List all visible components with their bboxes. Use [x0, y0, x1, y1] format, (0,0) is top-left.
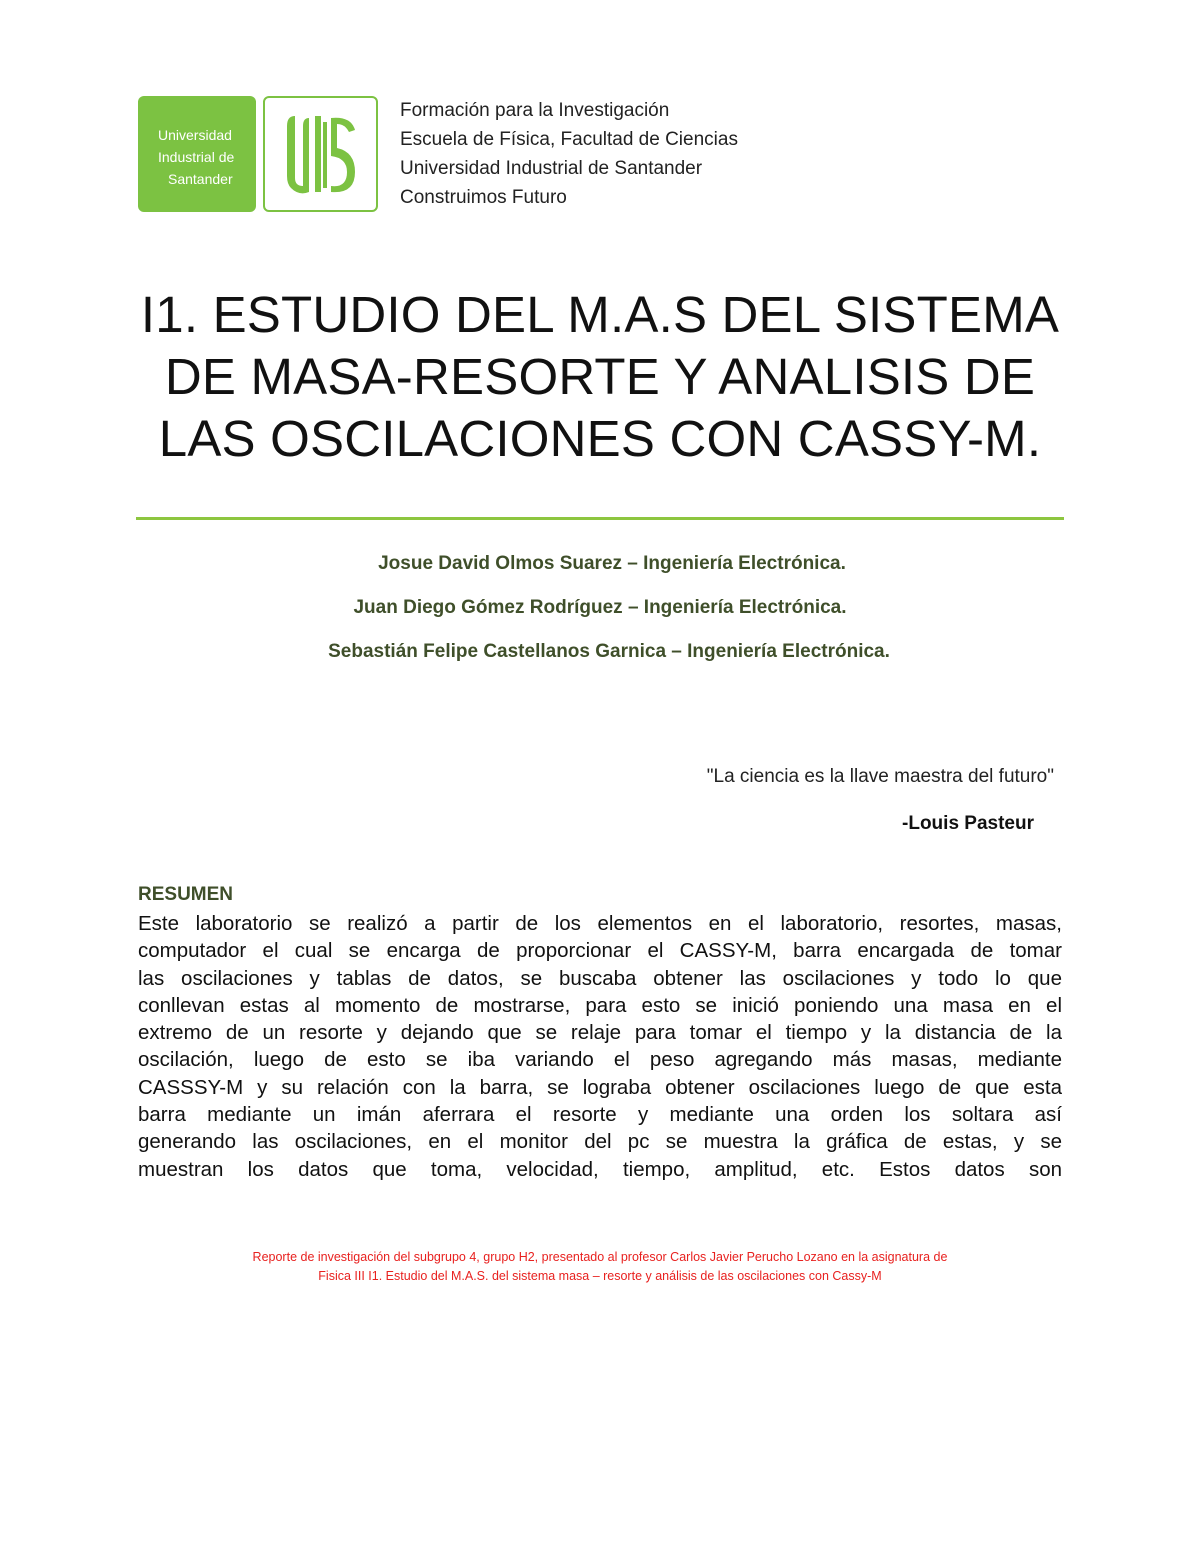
- abstract-line: conllevan estas al momento de mostrarse, para esto se inició poniendo una masa en el: [138, 993, 1062, 1017]
- footer-line: Reporte de investigación del subgrupo 4, grupo H2, presentado al profesor Carlos Javier Perucho Lozano en la asignatura de: [252, 1250, 948, 1264]
- abstract-line: computador el cual se encarga de proporcionar el CASSY-M, barra encargada de tomar: [138, 939, 1062, 963]
- epigraph-quote: "La ciencia es la llave maestra del futuro": [706, 766, 1054, 787]
- abstract-line: muestran los datos que toma, velocidad, tiempo, amplitud, etc. Estos datos son: [138, 1157, 1062, 1181]
- footer-line: Fisica III I1. Estudio del M.A.S. del sistema masa – resorte y análisis de las oscilaciones con Cassy-M: [318, 1269, 882, 1283]
- abstract-line: oscilación, luego de esto se iba variando el peso agregando más masas, mediante: [138, 1048, 1062, 1072]
- abstract-line: extremo de un resorte y dejando que se relaje para tomar el tiempo y la distancia de la: [138, 1021, 1062, 1045]
- logo-line-2: Industrial de: [158, 149, 235, 165]
- abstract-line: generando las oscilaciones, en el monitor del pc se muestra la gráfica de estas, y se: [138, 1130, 1062, 1154]
- institution-line: Universidad Industrial de Santander: [400, 158, 703, 179]
- page-footer-note: [0, 1248, 1200, 1286]
- logo-line-1: Universidad: [158, 127, 232, 143]
- title-line: LAS OSCILACIONES CON CASSY-M.: [158, 410, 1042, 467]
- author-line: Sebastián Felipe Castellanos Garnica – Ingeniería Electrónica.: [328, 641, 890, 662]
- university-logo: [138, 96, 256, 212]
- epigraph-author: -Louis Pasteur: [902, 813, 1034, 834]
- paper-title: [120, 284, 1080, 470]
- title-line: I1. ESTUDIO DEL M.A.S DEL SISTEMA: [140, 286, 1060, 343]
- author-line: Josue David Olmos Suarez – Ingeniería Electrónica.: [378, 553, 846, 574]
- institution-line: Escuela de Física, Facultad de Ciencias: [400, 129, 738, 150]
- title-divider: [136, 517, 1064, 520]
- abstract-body: [138, 910, 1062, 1183]
- institution-line: Construimos Futuro: [400, 187, 567, 208]
- title-line: DE MASA-RESORTE Y ANALISIS DE: [164, 348, 1036, 405]
- institution-block: [400, 96, 738, 212]
- abstract-line: CASSSY-M y su relación con la barra, se lograba obtener oscilaciones luego de que esta: [138, 1075, 1062, 1099]
- author-line: Juan Diego Gómez Rodríguez – Ingeniería Electrónica.: [353, 597, 847, 618]
- abstract-line: barra mediante un imán aferrara el resorte y mediante una orden los soltara así: [138, 1103, 1062, 1127]
- logo-line-3: Santander: [168, 171, 233, 187]
- abstract-heading: RESUMEN: [138, 884, 234, 905]
- institution-line: Formación para la Investigación: [400, 100, 670, 121]
- uis-seal-icon: [285, 112, 360, 198]
- author-list: [0, 552, 1200, 684]
- abstract-line: las oscilaciones y tablas de datos, se buscaba obtener las oscilaciones y todo lo que: [138, 966, 1062, 990]
- uis-seal-logo: [263, 96, 378, 212]
- abstract-line: Este laboratorio se realizó a partir de los elementos en el laboratorio, resortes, masas,: [138, 912, 1062, 935]
